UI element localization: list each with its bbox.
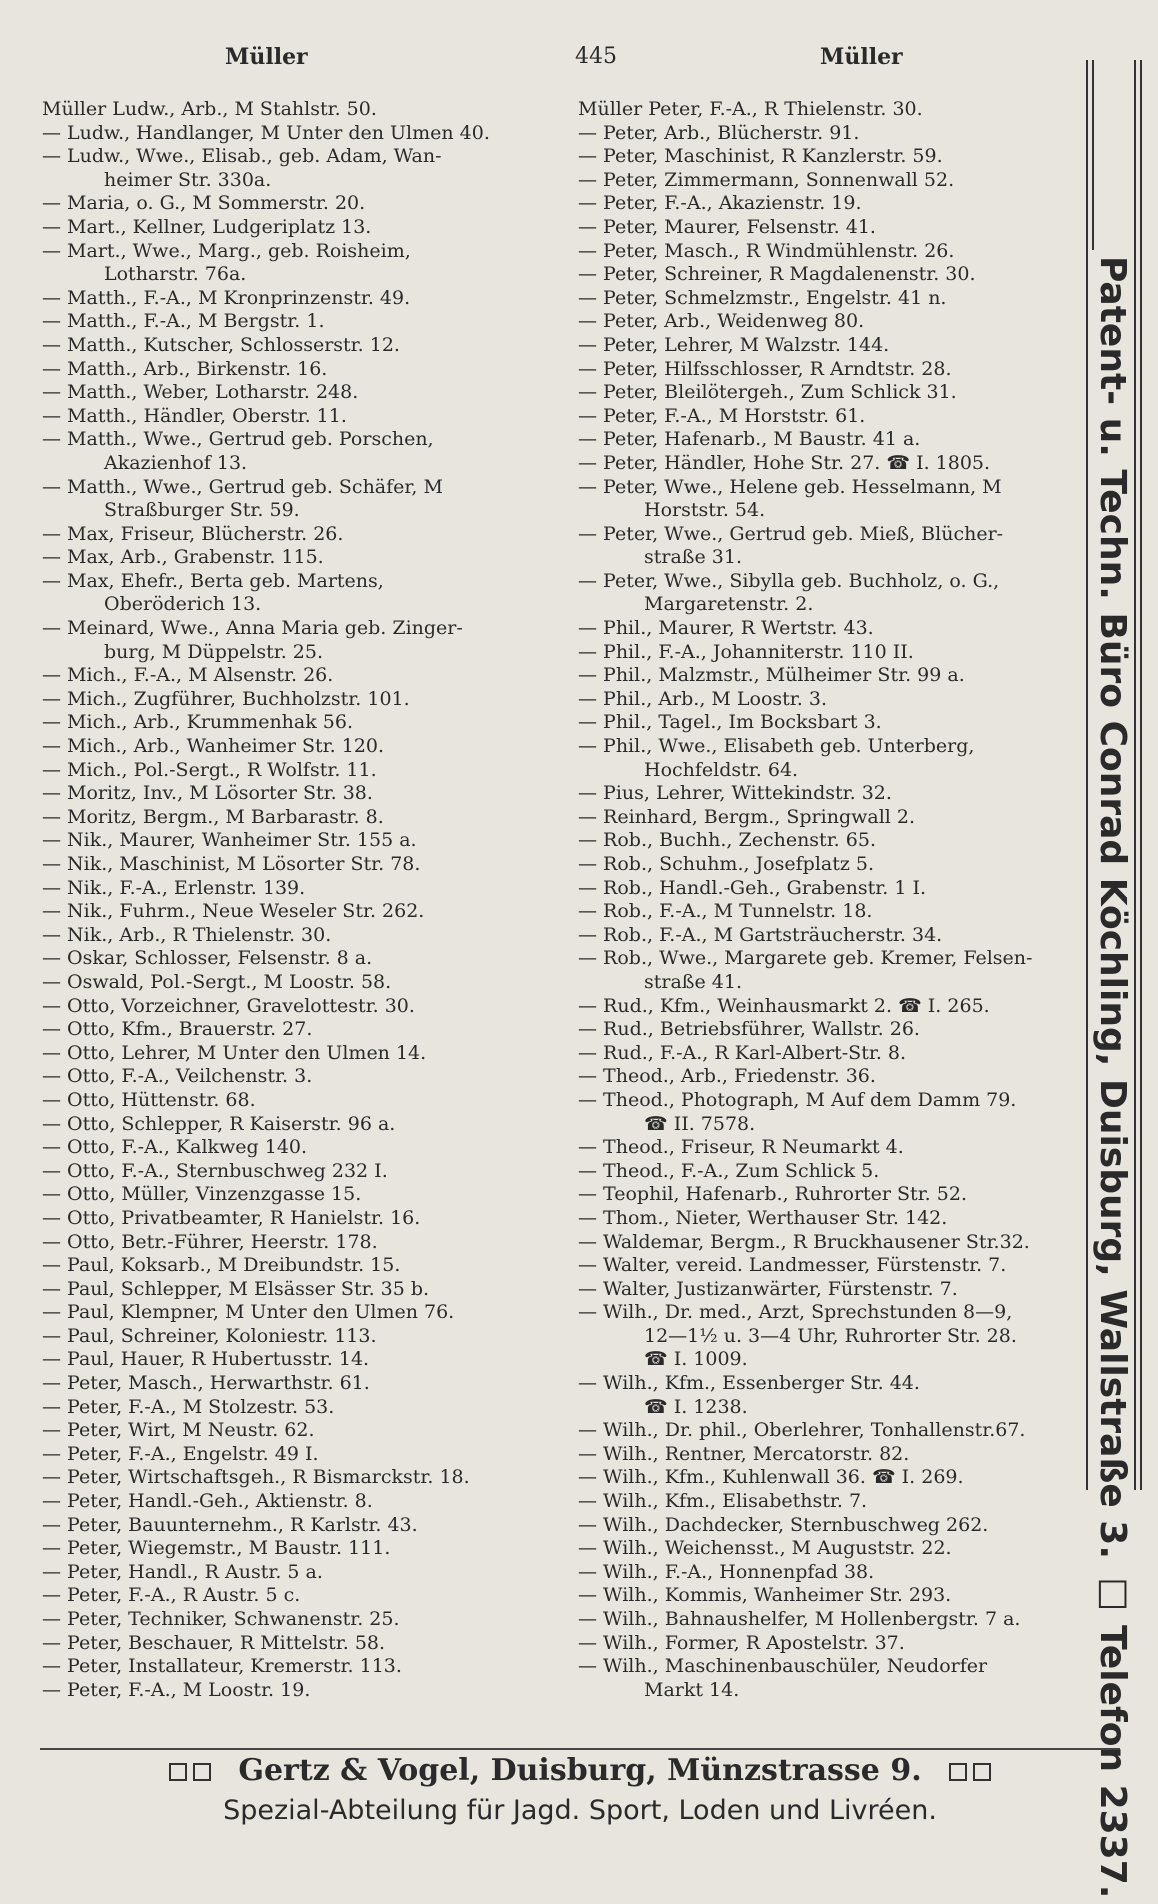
directory-entry: — Moritz, Bergm., M Barbarastr. 8. — [42, 805, 384, 828]
directory-entry: — Wilh., Rentner, Mercatorstr. 82. — [578, 1442, 910, 1465]
directory-entry: — Max, Arb., Grabenstr. 115. — [42, 546, 324, 569]
banner-rule-right-2 — [1140, 60, 1142, 1490]
directory-entry: — Matth., Kutscher, Schlosserstr. 12. — [42, 333, 400, 356]
directory-entry: — Wilh., F.-A., Honnenpfad 38. — [578, 1560, 875, 1583]
directory-entry: — Mart., Kellner, Ludgeriplatz 13. — [42, 215, 372, 238]
directory-entry: — Peter, Hafenarb., M Baustr. 41 a. — [578, 428, 921, 451]
directory-entry: — Peter, Bleilötergeh., Zum Schlick 31. — [578, 381, 957, 404]
directory-entry: — Peter, Hilfsschlosser, R Arndtstr. 28. — [578, 357, 952, 380]
directory-entry: heimer Str. 330a. — [104, 168, 272, 191]
directory-entry: — Matth., Wwe., Gertrud geb. Porschen, — [42, 428, 434, 451]
directory-entry: — Peter, Masch., R Windmühlenstr. 26. — [578, 239, 955, 262]
directory-entry: — Peter, F.-A., M Stolzestr. 53. — [42, 1395, 335, 1418]
directory-entry: — Peter, Wirtschaftsgeh., R Bismarckstr. 18. — [42, 1466, 470, 1489]
directory-entry: — Rob., Wwe., Margarete geb. Kremer, Felsen- — [578, 947, 1033, 970]
header-left-name: Müller — [225, 44, 308, 70]
directory-entry: straße 41. — [644, 970, 742, 993]
directory-entry: — Matth., Weber, Lotharstr. 248. — [42, 381, 359, 404]
directory-entry: — Peter, F.-A., M Horststr. 61. — [578, 404, 866, 427]
directory-entry: Hochfeldstr. 64. — [644, 758, 799, 781]
directory-entry: — Peter, Händler, Hohe Str. 27. ☎ I. 1805. — [578, 451, 991, 474]
directory-entry: — Matth., Wwe., Gertrud geb. Schäfer, M — [42, 475, 443, 498]
directory-entry: — Max, Friseur, Blücherstr. 26. — [42, 522, 344, 545]
directory-entry: — Wilh., Dachdecker, Sternbuschweg 262. — [578, 1513, 989, 1536]
directory-entry: — Wilh., Weichensst., M Auguststr. 22. — [578, 1537, 952, 1560]
directory-entry: — Peter, Zimmermann, Sonnenwall 52. — [578, 168, 955, 191]
directory-entry: — Mich., Arb., Wanheimer Str. 120. — [42, 735, 385, 758]
directory-entry: — Mich., Pol.-Sergt., R Wolfstr. 11. — [42, 758, 377, 781]
directory-entry: — Rob., Handl.-Geh., Grabenstr. 1 I. — [578, 876, 927, 899]
directory-entry: — Paul, Schlepper, M Elsässer Str. 35 b. — [42, 1277, 430, 1300]
directory-entry: — Wilh., Kommis, Wanheimer Str. 293. — [578, 1584, 952, 1607]
directory-entry: — Wilh., Kfm., Elisabethstr. 7. — [578, 1490, 868, 1513]
directory-entry: — Nik., F.-A., Erlenstr. 139. — [42, 876, 306, 899]
directory-entry: Straßburger Str. 59. — [104, 499, 300, 522]
directory-entry: — Peter, Wwe., Gertrud geb. Mieß, Blücher- — [578, 522, 1004, 545]
directory-entry: — Peter, Wwe., Helene geb. Hesselmann, M — [578, 475, 1002, 498]
directory-entry: — Nik., Fuhrm., Neue Weseler Str. 262. — [42, 900, 425, 923]
directory-entry: — Otto, Müller, Vinzenzgasse 15. — [42, 1183, 362, 1206]
directory-entry: — Wilh., Kfm., Kuhlenwall 36. ☎ I. 269. — [578, 1466, 964, 1489]
directory-entry: Lotharstr. 76a. — [104, 263, 247, 286]
directory-entry: — Theod., Friseur, R Neumarkt 4. — [578, 1136, 904, 1159]
banner-rule-left — [1086, 60, 1088, 1490]
directory-entry: — Theod., F.-A., Zum Schlick 5. — [578, 1159, 880, 1182]
directory-entry: — Otto, F.-A., Kalkweg 140. — [42, 1136, 308, 1159]
directory-entry: — Paul, Hauer, R Hubertusstr. 14. — [42, 1348, 370, 1371]
directory-entry: — Peter, Arb., Weidenweg 80. — [578, 310, 865, 333]
directory-entry: — Meinard, Wwe., Anna Maria geb. Zinger- — [42, 617, 463, 640]
directory-entry: — Peter, Handl.-Geh., Aktienstr. 8. — [42, 1490, 373, 1513]
directory-entry: — Mich., Arb., Krummenhak 56. — [42, 711, 354, 734]
directory-entry: — Matth., Händler, Oberstr. 11. — [42, 404, 347, 427]
side-banner — [1078, 60, 1148, 1899]
directory-entry: — Peter, Wiegemstr., M Baustr. 111. — [42, 1537, 391, 1560]
directory-entry: — Walter, vereid. Landmesser, Fürstenstr. 7. — [578, 1254, 1007, 1277]
advert-company: Gertz & Vogel, Duisburg, Münzstrasse 9. — [238, 1752, 922, 1788]
directory-entry: — Phil., Arb., M Loostr. 3. — [578, 687, 827, 710]
left-column — [42, 98, 567, 1702]
directory-entry: Müller Ludw., Arb., M Stahlstr. 50. — [42, 98, 377, 120]
directory-entry: — Ludw., Wwe., Elisab., geb. Adam, Wan- — [42, 145, 442, 168]
directory-entry: — Paul, Klempner, M Unter den Ulmen 76. — [42, 1301, 455, 1324]
directory-entry: — Rud., Kfm., Weinhausmarkt 2. ☎ I. 265. — [578, 994, 990, 1017]
directory-entry: Markt 14. — [644, 1678, 740, 1701]
directory-entry: — Wilh., Dr. phil., Oberlehrer, Tonhallenstr.67. — [578, 1419, 1026, 1442]
directory-entry: — Peter, F.-A., Akazienstr. 19. — [578, 192, 862, 215]
directory-entry: — Rob., Buchh., Zechenstr. 65. — [578, 829, 876, 852]
directory-entry: — Nik., Arb., R Thielenstr. 30. — [42, 923, 332, 946]
directory-entry: — Phil., Wwe., Elisabeth geb. Unterberg, — [578, 735, 975, 758]
directory-entry: Margaretenstr. 2. — [644, 593, 814, 616]
directory-entry: — Peter, Installateur, Kremerstr. 113. — [42, 1655, 402, 1678]
directory-entry: — Oswald, Pol.-Sergt., M Loostr. 58. — [42, 970, 392, 993]
directory-entry: — Reinhard, Bergm., Springwall 2. — [578, 805, 916, 828]
header-right-name: Müller — [820, 44, 903, 70]
directory-entry: — Teophil, Hafenarb., Ruhrorter Str. 52. — [578, 1183, 967, 1206]
directory-entry: — Phil., Tagel., Im Bocksbart 3. — [578, 711, 882, 734]
directory-entry: — Phil., Malzmstr., Mülheimer Str. 99 a. — [578, 664, 965, 687]
directory-entry: — Max, Ehefr., Berta geb. Martens, — [42, 569, 384, 592]
advert-line-2: Spezial-Abteilung für Jagd. Sport, Loden und Livréen. — [223, 1794, 937, 1826]
directory-entry: — Peter, Maurer, Felsenstr. 41. — [578, 215, 876, 238]
directory-entry: — Peter, Masch., Herwarthstr. 61. — [42, 1372, 370, 1395]
directory-entry: — Matth., F.-A., M Kronprinzenstr. 49. — [42, 286, 411, 309]
directory-entry: — Matth., Arb., Birkenstr. 16. — [42, 357, 328, 380]
directory-entry: 12—1½ u. 3—4 Uhr, Ruhrorter Str. 28. — [644, 1324, 1017, 1347]
directory-entry: ☎ II. 7578. — [644, 1112, 756, 1135]
directory-entry: — Otto, F.-A., Sternbuschweg 232 I. — [42, 1159, 388, 1182]
directory-entry: Akazienhof 13. — [104, 451, 248, 474]
directory-entry: — Ludw., Handlanger, M Unter den Ulmen 40. — [42, 121, 490, 144]
directory-entry: — Otto, Schlepper, R Kaiserstr. 96 a. — [42, 1112, 396, 1135]
directory-entry: — Peter, F.-A., Engelstr. 49 I. — [42, 1442, 319, 1465]
square-icon — [946, 1753, 994, 1788]
directory-entry: — Rob., F.-A., M Gartsträucherstr. 34. — [578, 923, 943, 946]
directory-entry: — Phil., Maurer, R Wertstr. 43. — [578, 617, 874, 640]
directory-entry: — Maria, o. G., M Sommerstr. 20. — [42, 192, 366, 215]
directory-entry: — Mich., F.-A., M Alsenstr. 26. — [42, 664, 334, 687]
directory-entry: — Pius, Lehrer, Wittekindstr. 32. — [578, 782, 892, 805]
directory-entry: — Mich., Zugführer, Buchholzstr. 101. — [42, 687, 410, 710]
directory-entry: — Peter, Maschinist, R Kanzlerstr. 59. — [578, 145, 943, 168]
directory-entry: — Otto, F.-A., Veilchenstr. 3. — [42, 1065, 313, 1088]
directory-entry: — Rud., F.-A., R Karl-Albert-Str. 8. — [578, 1041, 907, 1064]
directory-entry: — Paul, Koksarb., M Dreibundstr. 15. — [42, 1254, 401, 1277]
directory-entry: — Mart., Wwe., Marg., geb. Roisheim, — [42, 239, 411, 262]
page-header — [30, 44, 1070, 80]
directory-entry: — Theod., Arb., Friedenstr. 36. — [578, 1065, 876, 1088]
directory-entry: straße 31. — [644, 546, 742, 569]
directory-entry: — Peter, Arb., Blücherstr. 91. — [578, 121, 860, 144]
directory-entry: — Peter, Schreiner, R Magdalenenstr. 30. — [578, 263, 976, 286]
banner-rule-right — [1134, 60, 1136, 1490]
directory-entry: — Peter, Beschauer, R Mittelstr. 58. — [42, 1631, 386, 1654]
directory-entry: ☎ I. 1238. — [644, 1395, 748, 1418]
directory-entry: — Wilh., Maschinenbauschüler, Neudorfer — [578, 1655, 988, 1678]
directory-entry: Oberöderich 13. — [104, 593, 262, 616]
directory-entry: — Peter, Schmelzmstr., Engelstr. 41 n. — [578, 286, 947, 309]
directory-entry: — Nik., Maschinist, M Lösorter Str. 78. — [42, 853, 421, 875]
directory-entry: — Wilh., Former, R Apostelstr. 37. — [578, 1631, 905, 1654]
directory-entry: ☎ I. 1009. — [644, 1348, 748, 1371]
square-icon — [166, 1753, 214, 1788]
directory-entry: — Otto, Vorzeichner, Gravelottestr. 30. — [42, 994, 415, 1017]
directory-entry: — Peter, Bauunternehm., R Karlstr. 43. — [42, 1513, 418, 1536]
directory-entry: — Peter, Techniker, Schwanenstr. 25. — [42, 1608, 400, 1630]
directory-entry: — Moritz, Inv., M Lösorter Str. 38. — [42, 782, 373, 805]
directory-entry: burg, M Düppelstr. 25. — [104, 640, 324, 663]
directory-entry: — Waldemar, Bergm., R Bruckhausener Str.32. — [578, 1230, 1030, 1253]
directory-entry: — Wilh., Kfm., Essenberger Str. 44. — [578, 1372, 920, 1395]
directory-entry: — Wilh., Dr. med., Arzt, Sprechstunden 8—9, — [578, 1301, 1013, 1324]
directory-entry: — Otto, Privatbeamter, R Hanielstr. 16. — [42, 1206, 421, 1229]
directory-entry: — Nik., Maurer, Wanheimer Str. 155 a. — [42, 829, 417, 852]
page-number: 445 — [575, 44, 617, 69]
directory-entry: — Matth., F.-A., M Bergstr. 1. — [42, 310, 325, 333]
side-banner-text: Patent- u. Techn. Büro Conrad Köchling, Duisburg, Wallstraße 3. □ Telefon 2337. — [1092, 250, 1133, 1904]
directory-entry: — Otto, Betr.-Führer, Heerstr. 178. — [42, 1230, 378, 1253]
right-column — [578, 98, 1078, 1702]
directory-entry: Müller Peter, F.-A., R Thielenstr. 30. — [578, 98, 923, 120]
directory-entry: — Rud., Betriebsführer, Wallstr. 26. — [578, 1018, 920, 1041]
directory-entry: — Theod., Photograph, M Auf dem Damm 79. — [578, 1088, 1017, 1111]
directory-entry: — Otto, Hüttenstr. 68. — [42, 1088, 256, 1111]
directory-entry: — Paul, Schreiner, Koloniestr. 113. — [42, 1324, 377, 1347]
directory-entry: — Otto, Kfm., Brauerstr. 27. — [42, 1018, 313, 1041]
directory-entry: — Oskar, Schlosser, Felsenstr. 8 a. — [42, 947, 373, 970]
advert-line-1 — [40, 1748, 1120, 1790]
directory-entry: — Phil., F.-A., Johanniterstr. 110 II. — [578, 640, 914, 663]
directory-entry: — Otto, Lehrer, M Unter den Ulmen 14. — [42, 1041, 427, 1064]
directory-entry: — Peter, Handl., R Austr. 5 a. — [42, 1560, 323, 1583]
directory-entry: — Peter, F.-A., M Loostr. 19. — [42, 1678, 311, 1701]
directory-entry: — Peter, Wirt, M Neustr. 62. — [42, 1419, 315, 1442]
directory-entry: Horststr. 54. — [644, 499, 766, 522]
directory-entry: — Peter, F.-A., R Austr. 5 c. — [42, 1584, 301, 1607]
directory-entry: — Walter, Justizanwärter, Fürstenstr. 7. — [578, 1277, 958, 1300]
directory-entry: — Peter, Wwe., Sibylla geb. Buchholz, o. G., — [578, 569, 1000, 592]
directory-entry: — Thom., Nieter, Werthauser Str. 142. — [578, 1206, 948, 1229]
directory-entry: — Rob., Schuhm., Josefplatz 5. — [578, 853, 875, 875]
directory-entry: — Wilh., Bahnaushelfer, M Hollenbergstr. 7 a. — [578, 1608, 1021, 1630]
directory-entry: — Peter, Lehrer, M Walzstr. 144. — [578, 333, 890, 356]
directory-entry: — Rob., F.-A., M Tunnelstr. 18. — [578, 900, 873, 923]
